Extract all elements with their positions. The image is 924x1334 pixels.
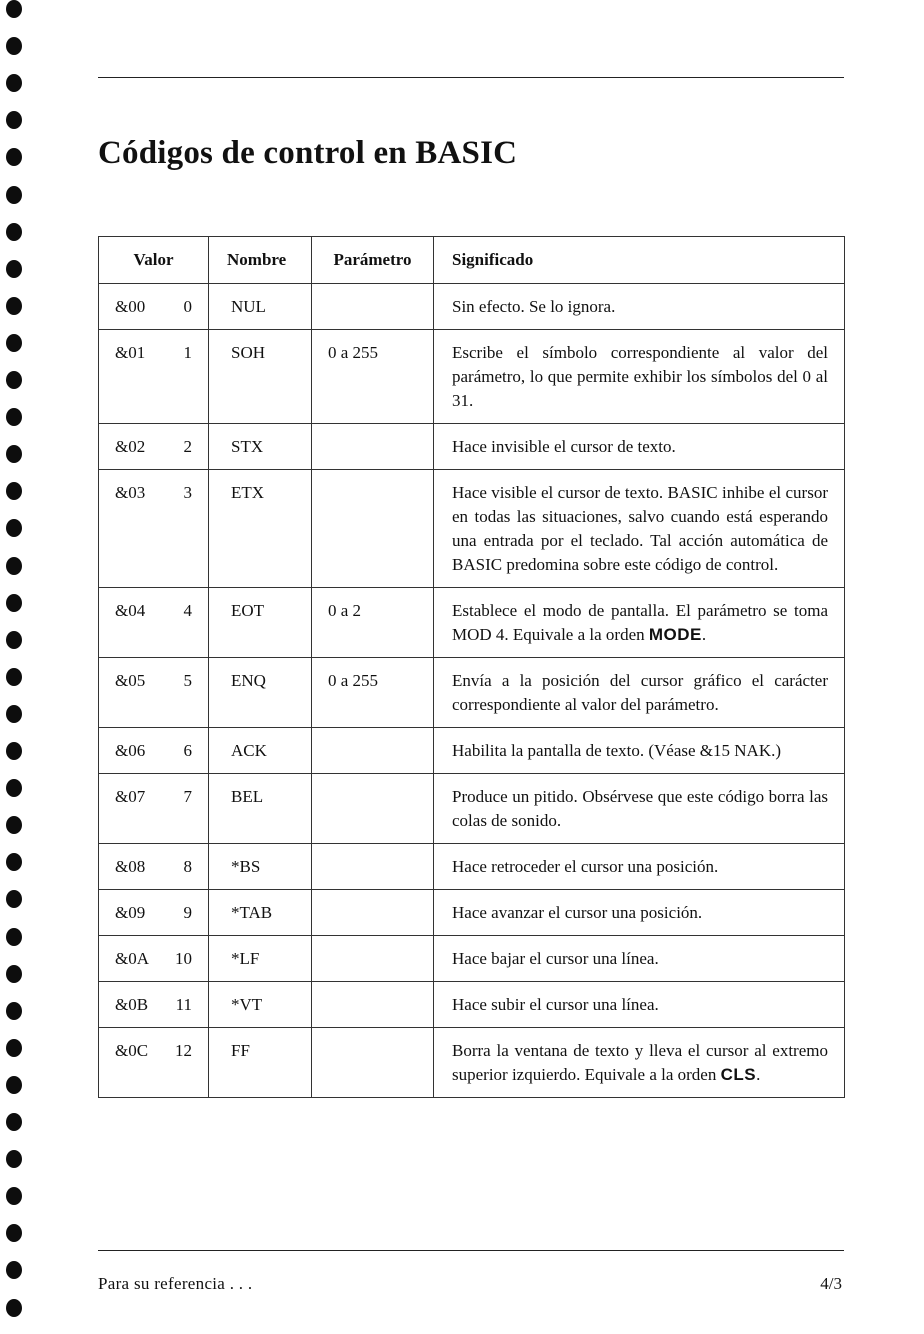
cell-nombre: ENQ (209, 658, 312, 728)
hex-value: &0B (115, 995, 149, 1014)
decimal-value: 4 (183, 601, 192, 620)
hex-value: &01 (115, 343, 146, 362)
basic-keyword: MODE (648, 625, 702, 644)
hex-value: &03 (115, 483, 146, 502)
top-rule (98, 77, 844, 78)
decimal-value: 7 (183, 787, 192, 806)
binder-hole (6, 334, 22, 352)
table-row (99, 774, 845, 844)
cell-parametro (312, 890, 434, 936)
hex-value: &08 (115, 857, 146, 876)
cell-significado (434, 588, 845, 658)
bottom-rule (98, 1250, 844, 1251)
table-row (99, 1028, 845, 1098)
binder-hole (6, 557, 22, 575)
binder-hole (6, 297, 22, 315)
binder-holes (0, 0, 30, 1334)
binder-hole (6, 816, 22, 834)
cell-nombre: FF (209, 1028, 312, 1098)
binder-hole (6, 742, 22, 760)
cell-parametro (312, 844, 434, 890)
hex-value: &0A (115, 949, 149, 968)
hex-value: &06 (115, 741, 146, 760)
description-text: Borra la ventana de texto y lleva el cursor al extremo superior izquierdo. Equivale a la orden (452, 1041, 828, 1084)
binder-hole (6, 890, 22, 908)
decimal-value: 6 (183, 741, 192, 760)
binder-hole (6, 445, 22, 463)
binder-hole (6, 408, 22, 426)
cell-nombre: NUL (209, 284, 312, 330)
binder-hole (6, 1187, 22, 1205)
description-text: Sin efecto. Se lo ignora. (452, 297, 616, 316)
cell-significado (434, 470, 845, 588)
table-row (99, 844, 845, 890)
table-header-row (99, 237, 845, 284)
binder-hole (6, 519, 22, 537)
binder-hole (6, 0, 22, 18)
table-row (99, 936, 845, 982)
cell-significado (434, 330, 845, 424)
description-text: Hace invisible el cursor de texto. (452, 437, 676, 456)
cell-parametro (312, 774, 434, 844)
table-row (99, 424, 845, 470)
decimal-value: 11 (175, 995, 192, 1014)
table-row (99, 588, 845, 658)
header-parametro: Parámetro (312, 237, 434, 284)
binder-hole (6, 1224, 22, 1242)
hex-value: &07 (115, 787, 146, 806)
cell-nombre: EOT (209, 588, 312, 658)
hex-value: &0C (115, 1041, 149, 1060)
cell-nombre: STX (209, 424, 312, 470)
cell-valor (99, 890, 209, 936)
binder-hole (6, 260, 22, 278)
description-text: Establece el modo de pantalla. El parámetro se toma MOD 4. Equivale a la orden (452, 601, 828, 644)
cell-significado (434, 728, 845, 774)
cell-significado (434, 284, 845, 330)
description-text: Escribe el símbolo correspondiente al valor del parámetro, lo que permite exhibir los símbolos del 0 al 31. (452, 343, 828, 410)
cell-parametro (312, 982, 434, 1028)
description-tail: . (701, 625, 707, 644)
description-text: Envía a la posición del cursor gráfico el carácter correspondiente al valor del parámetro. (452, 671, 828, 714)
cell-parametro (312, 728, 434, 774)
cell-significado (434, 936, 845, 982)
cell-nombre: ETX (209, 470, 312, 588)
cell-valor (99, 424, 209, 470)
hex-value: &00 (115, 297, 146, 316)
binder-hole (6, 148, 22, 166)
decimal-value: 9 (183, 903, 192, 922)
decimal-value: 1 (183, 343, 192, 362)
cell-parametro (312, 1028, 434, 1098)
binder-hole (6, 482, 22, 500)
description-text: Hace visible el cursor de texto. BASIC inhibe el cursor en todas las situaciones, salvo cuando está esperando una entrada por el teclado. Tal acción automática de BASIC predomina sobre este código de control. (452, 483, 828, 574)
hex-value: &09 (115, 903, 146, 922)
binder-hole (6, 705, 22, 723)
cell-valor (99, 936, 209, 982)
description-text: Hace subir el cursor una línea. (452, 995, 659, 1014)
table-row (99, 284, 845, 330)
description-text: Hace retroceder el cursor una posición. (452, 857, 719, 876)
cell-nombre: *LF (209, 936, 312, 982)
description-text: Habilita la pantalla de texto. (Véase &15 NAK.) (452, 741, 782, 760)
cell-significado (434, 982, 845, 1028)
decimal-value: 2 (183, 437, 192, 456)
page-number: 4/3 (820, 1274, 842, 1293)
cell-parametro: 0 a 255 (312, 658, 434, 728)
cell-nombre: SOH (209, 330, 312, 424)
description-text: Hace bajar el cursor una línea. (452, 949, 659, 968)
control-codes-table (98, 236, 845, 1098)
binder-hole (6, 111, 22, 129)
table-row (99, 982, 845, 1028)
table-row (99, 728, 845, 774)
binder-hole (6, 1113, 22, 1131)
cell-parametro (312, 424, 434, 470)
binder-hole (6, 371, 22, 389)
cell-valor (99, 588, 209, 658)
hex-value: &02 (115, 437, 146, 456)
cell-nombre: BEL (209, 774, 312, 844)
binder-hole (6, 74, 22, 92)
hex-value: &04 (115, 601, 146, 620)
cell-significado (434, 424, 845, 470)
cell-valor (99, 470, 209, 588)
binder-hole (6, 1076, 22, 1094)
table-row (99, 470, 845, 588)
cell-valor (99, 774, 209, 844)
cell-significado (434, 774, 845, 844)
binder-hole (6, 594, 22, 612)
cell-valor (99, 982, 209, 1028)
cell-parametro: 0 a 255 (312, 330, 434, 424)
decimal-value: 10 (175, 949, 192, 968)
cell-valor (99, 284, 209, 330)
binder-hole (6, 1299, 22, 1317)
cell-significado (434, 658, 845, 728)
cell-nombre: ACK (209, 728, 312, 774)
cell-significado (434, 844, 845, 890)
cell-valor (99, 728, 209, 774)
decimal-value: 8 (183, 857, 192, 876)
cell-parametro (312, 470, 434, 588)
description-text: Hace avanzar el cursor una posición. (452, 903, 703, 922)
table-row (99, 890, 845, 936)
binder-hole (6, 928, 22, 946)
binder-hole (6, 223, 22, 241)
footer-text: Para su referencia . . . (98, 1274, 253, 1293)
binder-hole (6, 1002, 22, 1020)
cell-valor (99, 330, 209, 424)
header-valor: Valor (99, 237, 209, 284)
table-row (99, 330, 845, 424)
decimal-value: 0 (183, 297, 192, 316)
binder-hole (6, 668, 22, 686)
binder-hole (6, 1039, 22, 1057)
description-tail: . (756, 1065, 761, 1084)
cell-significado (434, 1028, 845, 1098)
basic-keyword: CLS (720, 1065, 757, 1084)
header-significado: Significado (434, 237, 845, 284)
cell-parametro (312, 284, 434, 330)
binder-hole (6, 1150, 22, 1168)
cell-valor (99, 1028, 209, 1098)
binder-hole (6, 631, 22, 649)
hex-value: &05 (115, 671, 146, 690)
cell-nombre: *BS (209, 844, 312, 890)
cell-parametro (312, 936, 434, 982)
decimal-value: 12 (175, 1041, 192, 1060)
description-text: Produce un pitido. Obsérvese que este código borra las colas de sonido. (452, 787, 828, 830)
cell-significado (434, 890, 845, 936)
cell-valor (99, 844, 209, 890)
cell-nombre: *VT (209, 982, 312, 1028)
page-title: Códigos de control en BASIC (98, 135, 518, 171)
cell-parametro: 0 a 2 (312, 588, 434, 658)
decimal-value: 3 (183, 483, 192, 502)
binder-hole (6, 965, 22, 983)
binder-hole (6, 853, 22, 871)
binder-hole (6, 779, 22, 797)
decimal-value: 5 (183, 671, 192, 690)
header-nombre: Nombre (209, 237, 312, 284)
binder-hole (6, 37, 22, 55)
table-row (99, 658, 845, 728)
cell-valor (99, 658, 209, 728)
binder-hole (6, 186, 22, 204)
cell-nombre: *TAB (209, 890, 312, 936)
binder-hole (6, 1261, 22, 1279)
